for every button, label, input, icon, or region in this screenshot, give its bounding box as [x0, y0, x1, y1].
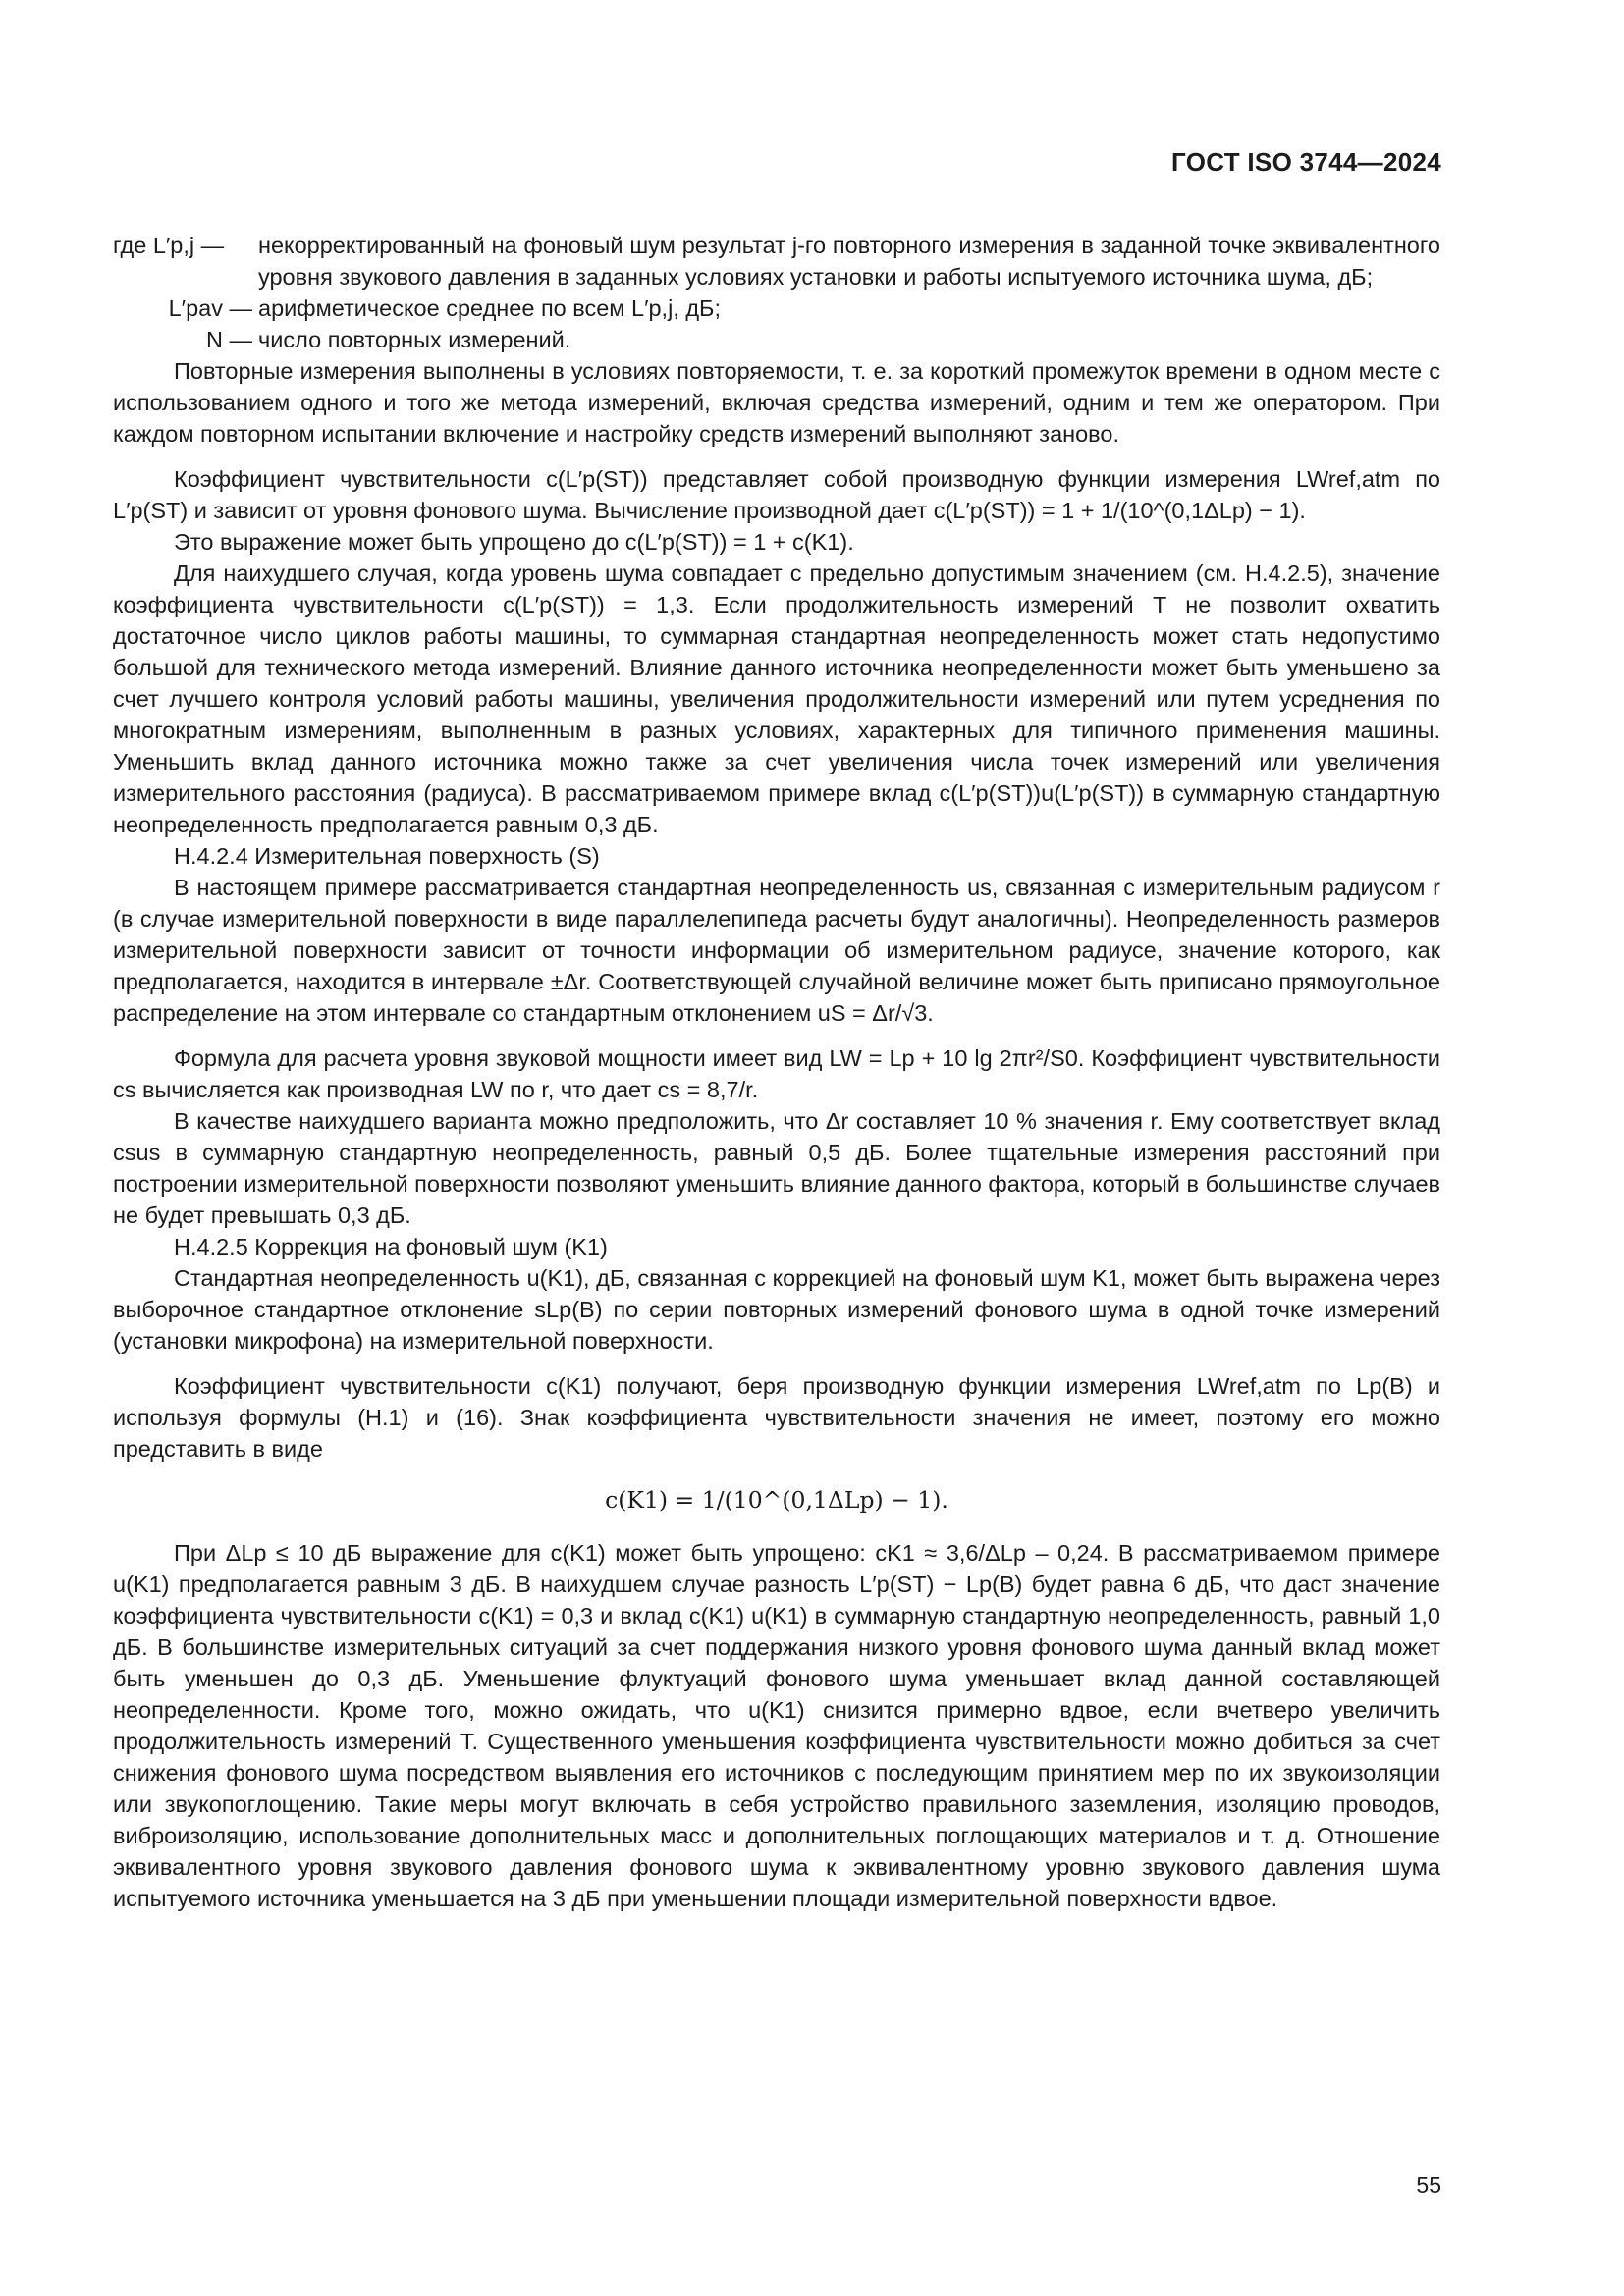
paragraph-worst-case: Для наихудшего случая, когда уровень шума совпадает с предельно допустимым значением (см. Н.4.2.5), значение коэффициента чувствительности c(L′p(ST)) = 1,3. Если продолжительность измерений T не позволит охватить достаточное число циклов работы машины, то суммарная стандартная неопределенность может стать недопустимо большой для технического метода измерений. Влияние данного источника неопределенности может быть уменьшено за счет лучшего контроля условий работы машины, увеличения продолжительности измерений или путем усреднения по многократным измерениям, выполненным в разных условиях, характерных для типичного применения машины. Уменьшить вклад данного источника можно также за счет увеличения числа точек измерений или увеличения измерительного расстояния (радиуса). В рассматриваемом примере вклад c(L′p(ST))u(L′p(ST)) в суммарную стандартную неопределенность предполагается равным 0,3 дБ. [113, 561, 1440, 837]
definition-text: некорректированный на фоновый шум результат j-го повторного измерения в заданной точке эквивалентного уровня звукового давления в заданных условиях установки и работы испытуемого источника шума, дБ; [258, 233, 1440, 290]
definition-term: где L′p,j — [113, 233, 225, 258]
paragraph-background-uncertainty: Стандартная неопределенность u(K1), дБ, связанная с коррекцией на фоновый шум K1, может быть выражена через выборочное стандартное отклонение sLp(B) по серии повторных измерений фонового шума в одной точке измерений (установки микрофона) на измерительной поверхности. [113, 1265, 1440, 1354]
definition-text: число повторных измерений. [258, 327, 571, 352]
definition-term: N — [206, 327, 252, 352]
section-heading-h425: Н.4.2.5 Коррекция на фоновый шум (K1) [174, 1234, 608, 1259]
paragraph-background-example: При ΔLp ≤ 10 дБ выражение для c(K1) может быть упрощено: cK1 ≈ 3,6/ΔLp – 0,24. В рассматриваемом примере u(K1) предполагается равным 3 дБ. В наихудшем случае разность L′p(ST) − Lp(B) будет равна 6 дБ, что даст значение коэффициента чувствительности c(K1) = 0,3 и вклад c(K1) u(K1) в суммарную стандартную неопределенность, равный 1,0 дБ. В большинстве измерительных ситуаций за счет поддержания низкого уровня фонового шума данный вклад может быть уменьшен до 0,3 дБ. Уменьшение флуктуаций фонового шума уменьшает вклад данной составляющей неопределенности. Кроме того, можно ожидать, что u(K1) снизится примерно вдвое, если вчетверо увеличить продолжительность измерений T. Существенного уменьшения коэффициента чувствительности можно добиться за счет снижения фонового шума посредством выявления его источников с последующим принятием мер по их звукоизоляции или звукопоглощению. Такие меры могут включать в себя устройство правильного заземления, изоляцию проводов, виброизоляцию, использование дополнительных масс и дополнительных поглощающих материалов и т. д. Отношение эквивалентного уровня звукового давления фонового шума к эквивалентному уровню звукового давления шума испытуемого источника уменьшается на 3 дБ при уменьшении площади измерительной поверхности вдвое. [113, 1540, 1440, 1911]
definition-item [113, 293, 1440, 324]
paragraph-background-sensitivity: Коэффициент чувствительности c(K1) получают, беря производную функции измерения LWref,atm по Lp(B) и используя формулы (Н.1) и (16). Знак коэффициента чувствительности значения не имеет, поэтому его можно представить в виде [113, 1373, 1440, 1462]
paragraph-sensitivity: Коэффициент чувствительности c(L′p(ST)) представляет собой производную функции измерения LWref,atm по L′p(ST) и зависит от уровня фонового шума. Вычисление производной дает c(L′p(ST)) = 1 + 1/(10^(0,1ΔLp) − 1). [113, 466, 1440, 523]
definition-term: L′pav — [168, 295, 252, 321]
paragraph-worst-variant: В качестве наихудшего варианта можно предположить, что Δr составляет 10 % значения r. Ему соответствует вклад csus в суммарную стандартную неопределенность, равный 0,5 дБ. Более тщательные измерения расстояний при построении измерительной поверхности позволяют уменьшить влияние данного фактора, который в большинстве случаев не будет превышать 0,3 дБ. [113, 1108, 1440, 1228]
page-number: 55 [1416, 2172, 1441, 2198]
definition-item [113, 324, 1440, 355]
paragraph-radius-uncertainty: В настоящем примере рассматривается стандартная неопределенность us, связанная с измерительным радиусом r (в случае измерительной поверхности в виде параллелепипеда расчеты будут аналогичны). Неопределенность размеров измерительной поверхности зависит от точности информации об измерительном радиусе, значение которого, как предполагается, находится в интервале ±Δr. Соответствующей случайной величине может быть приписано прямоугольное распределение на этом интервале со стандартным отклонением uS = Δr/√3. [113, 875, 1440, 1026]
paragraph-simplification: Это выражение может быть упрощено до c(L′p(ST)) = 1 + c(K1). [174, 529, 854, 555]
main-text [113, 230, 1440, 1914]
section-heading-h424: Н.4.2.4 Измерительная поверхность (S) [174, 843, 600, 869]
definition-text: арифметическое среднее по всем L′p,j, дБ; [258, 295, 722, 321]
formula-c-k1: c(K1) = 1/(10^(0,1ΔLp) − 1). [605, 1486, 948, 1514]
document-code-header: ГОСТ ISO 3744—2024 [1171, 147, 1441, 177]
paragraph-power-formula: Формула для расчета уровня звуковой мощности имеет вид LW = Lp + 10 lg 2πr²/S0. Коэффициент чувствительности cs вычисляется как производная LW по r, что дает cs = 8,7/r. [113, 1045, 1440, 1102]
definition-item [113, 230, 1440, 293]
paragraph-repeatability: Повторные измерения выполнены в условиях повторяемости, т. е. за короткий промежуток времени в одном месте с использованием одного и того же метода измерений, включая средства измерений, одним и тем же оператором. При каждом повторном испытании включение и настройку средств измерений выполняют заново. [113, 358, 1440, 447]
